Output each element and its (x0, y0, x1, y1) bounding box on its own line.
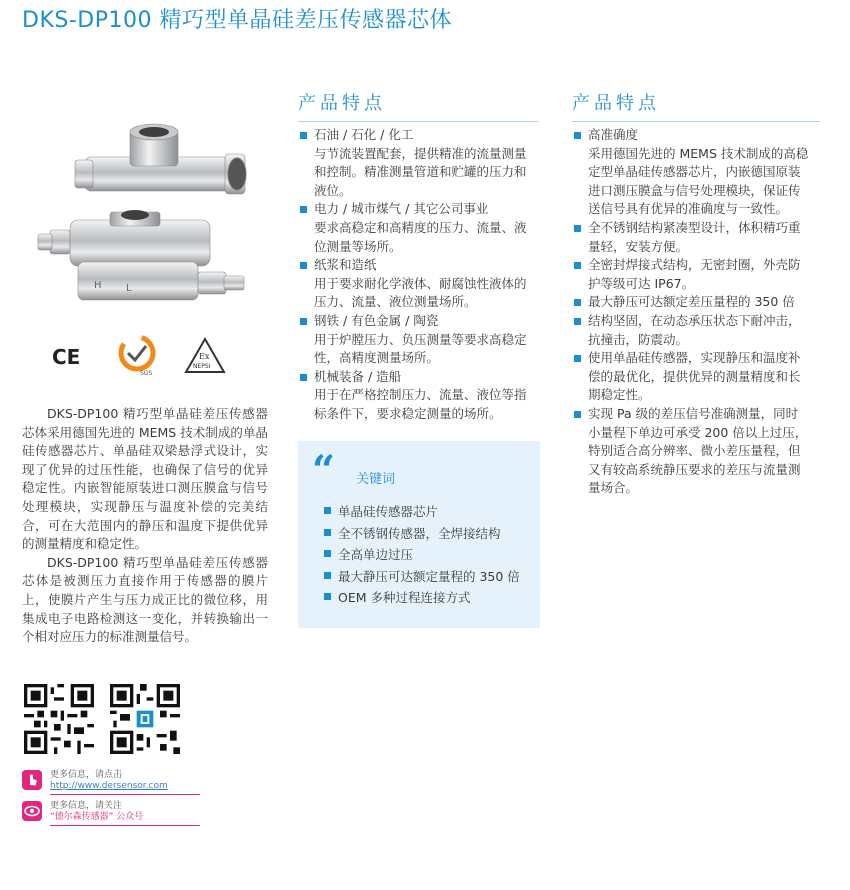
wechat-account: “德尔森传感器” 公众号 (50, 812, 144, 822)
left-features-heading: 产品特点 (298, 89, 538, 122)
qr-code-wechat[interactable] (110, 684, 180, 754)
list-item: 高准确度 采用德国先进的 MEMS 技术制成的高稳 定型单晶硅传感器芯片，内嵌德国原装 进口测压膜盒与信号处理模块，保证传 送信号具有优异的准确度与一致性。 (572, 126, 822, 219)
list-item: 全不锈钢传感器，全焊接结构 (322, 523, 537, 545)
list-item: 全不锈钢结构紧凑型设计，体积精巧重 量轻，安装方便。 (572, 219, 822, 256)
keywords-box (298, 441, 540, 628)
page-title: DKS-DP100 精巧型单晶硅差压传感器芯体 (22, 8, 452, 33)
website-prompt: 更多信息，请点击 (50, 770, 123, 780)
website-link[interactable]: http://www.dersensor.com (50, 781, 168, 791)
list-item: 单晶硅传感器芯片 (322, 501, 537, 523)
list-item: 全密封焊接式结构，无密封圈，外壳防 护等级可达 IP67。 (572, 256, 822, 293)
list-item: 实现 Pa 级的差压信号准确测量，同时 小量程下单边可承受 200 倍以上过压， 特别适合高分辨率、微小差压量程，但 又有较高系统静压要求的差压与流量测 量场合。 (572, 405, 822, 498)
intro-paragraph-2: DKS-DP100 精巧型单晶硅差压传感器芯体是被测压力直接作用于传感器的膜片上，使膜片产生与压力成正比的微位移，用集成电子电路检测这一变化，并转换输出一个相对应压力的标准测量信号。 (22, 554, 268, 645)
right-features-heading: 产品特点 (572, 89, 820, 122)
list-item: 最大静压可达额定量程的 350 倍 (322, 566, 537, 588)
application-list (298, 126, 543, 424)
keywords-list (322, 501, 537, 609)
keywords-title: 关键词 (356, 472, 396, 487)
eye-icon (22, 801, 42, 821)
list-item: 机械装备 / 造船 用于在严格控制压力、流量、液位等指 标条件下，要求稳定测量的场所。 (298, 368, 543, 424)
list-item: 结构坚固，在动态承压状态下耐冲击， 抗撞击，防震动。 (572, 312, 822, 349)
intro-text (22, 405, 268, 647)
nepsi-mark (184, 337, 226, 375)
sgs-label: SGS (140, 370, 153, 377)
divider (50, 794, 200, 795)
ce-mark: CE (52, 345, 81, 369)
list-item: 全高单边过压 (322, 544, 537, 566)
sgs-mark (118, 335, 156, 377)
mark-l: L (126, 283, 132, 294)
list-item: 最大静压可达额定差压量程的 350 倍 (572, 293, 822, 312)
intro-paragraph-1: DKS-DP100 精巧型单晶硅差压传感器芯体采用德国先进的 MEMS 技术制成的单晶硅传感器芯片、单晶硅双梁悬浮式设计，实现了优异的过压性能，也确保了信号的优异稳定性。内嵌智能原装进口测压膜盒与信号处理模块，实现静压与温度补偿的完美结合，可在大范围内的静压和温度下提供优异的测量精度和稳定性。 (22, 406, 268, 552)
list-item: 电力 / 城市煤气 / 其它公司事业 要求高稳定和高精度的压力、流量、液 位测量等场所。 (298, 200, 543, 256)
nepsi-label: NEPSI (193, 363, 211, 370)
divider (50, 825, 200, 826)
list-item: OEM 多种过程连接方式 (322, 587, 537, 609)
list-item: 石油 / 石化 / 化工 与节流装置配套，提供精准的流量测量 和控制。精准测量管道和贮罐的压力和 液位。 (298, 126, 543, 200)
qr-code-website[interactable] (24, 684, 94, 754)
list-item: 钢铁 / 有色金属 / 陶瓷 用于炉膛压力、负压测量等要求高稳定 性，高精度测量场所。 (298, 312, 543, 368)
feature-list (572, 126, 822, 498)
product-illustration (30, 112, 270, 332)
nepsi-ex: Ex (199, 352, 210, 361)
mark-h: H (94, 280, 102, 291)
list-item: 使用单晶硅传感器，实现静压和温度补 偿的最优化，提供优异的测量精度和长 期稳定性。 (572, 349, 822, 405)
quote-icon: “ (312, 447, 336, 494)
list-item: 纸浆和造纸 用于要求耐化学液体、耐腐蚀性液体的 压力、流量、液位测量场所。 (298, 256, 543, 312)
wechat-prompt: 更多信息，请关注 (50, 801, 123, 811)
hand-click-icon (22, 770, 42, 790)
